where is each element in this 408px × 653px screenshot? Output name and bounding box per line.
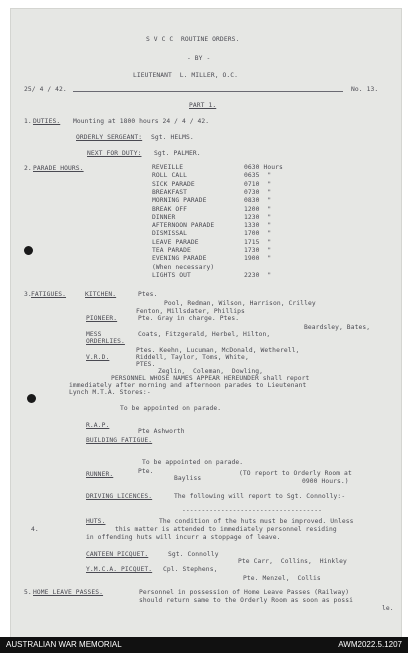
personnel-line-1: PERSONNEL WHOSE NAMES APPEAR HEREUNDER shall report xyxy=(111,375,310,382)
home-leave-line-3: le. xyxy=(382,605,394,612)
ymca-picquet-label: Y.M.C.A. PICQUET. xyxy=(86,566,153,573)
parade-event: AFTERNOON PARADE xyxy=(152,222,215,230)
fatigues-number: 3. xyxy=(24,291,32,298)
parade-event: LIGHTS OUT xyxy=(152,271,191,279)
duties-text: Mounting at 1800 hours 24 / 4 / 42. xyxy=(73,118,210,125)
orderly-sergeant-label: ORDERLY SERGEANT: xyxy=(76,134,143,141)
vrd-label: V.R.D. xyxy=(86,354,110,361)
next-for-duty-label: NEXT FOR DUTY: xyxy=(87,150,142,157)
home-leave-line-1: Personnel in possession of Home Leave Passes (Railway) xyxy=(139,589,350,596)
orders-date: 25/ 4 / 42. xyxy=(24,86,67,93)
home-leave-heading: HOME LEAVE PASSES. xyxy=(33,589,104,596)
canteen-picquet-text-2: Pte Carr, Collins, Hinkley xyxy=(238,558,347,565)
parade-event: BREAKFAST xyxy=(152,188,188,196)
runner-label: RUNNER. xyxy=(86,471,114,478)
officer-name: LIEUTENANT L. MILLER, O.C. xyxy=(133,72,239,79)
parade-event: LEAVE PARADE xyxy=(152,238,199,246)
canteen-picquet-label: CANTEEN PICQUET. xyxy=(86,551,149,558)
vrd-line-3: PTES. xyxy=(136,361,156,368)
huts-line-1: The condition of the huts must be improved. Unless xyxy=(159,518,354,525)
part-heading: PART 1. xyxy=(189,102,217,109)
parade-event: MORNING PARADE xyxy=(152,197,207,205)
personnel-line-3: Lynch M.T.A. Stores:- xyxy=(69,389,151,396)
pioneer-line-1: Pte. Gray in charge. Ptes. xyxy=(138,315,240,322)
huts-heading: HUTS. xyxy=(86,518,106,525)
pioneer-label: PIONEER. xyxy=(86,315,118,322)
parade-event: DISMISSAL xyxy=(152,230,188,238)
home-leave-number: 5. xyxy=(24,589,32,596)
parade-time: 0630 Hours xyxy=(244,164,283,171)
parade-time: 1330 " xyxy=(244,222,272,230)
kitchen-line-2: Pool, Redman, Wilson, Harrison, Crilley xyxy=(164,300,316,307)
parade-time: 1230 " xyxy=(244,213,272,221)
duties-heading: DUTIES. xyxy=(33,118,61,125)
orders-number: No. 13. xyxy=(351,86,379,93)
parade-time: 0710 " xyxy=(244,180,272,188)
duties-number: 1. xyxy=(24,118,32,125)
orderly-sergeant-value: Sgt. HELMS. xyxy=(151,134,194,141)
mess-text: Coats, Fitzgerald, Herbel, Hilton, xyxy=(138,331,271,338)
kitchen-line-1: Ptes. xyxy=(138,291,158,298)
mess-label: MESS xyxy=(86,331,102,338)
punch-hole-top xyxy=(24,246,33,255)
vrd-line-2: Riddell, Taylor, Toms, White, xyxy=(136,354,249,361)
orders-by: - BY - xyxy=(187,55,211,62)
ymca-picquet-text-2: Pte. Menzel, Collis xyxy=(243,575,321,582)
parade-time: 0730 " xyxy=(244,188,272,196)
archive-footer xyxy=(0,637,408,653)
parade-event: REVEILLE xyxy=(152,164,184,171)
parade-event: TEA PARADE xyxy=(152,247,191,254)
fatigues-heading: FATIGUES. xyxy=(31,291,67,298)
parade-time: 1200 " xyxy=(244,205,272,213)
building-fatigue-label: BUILDING FATIGUE. xyxy=(86,437,153,444)
runner-name: Bayliss xyxy=(174,475,202,482)
appointed-note-1: To be appointed on parade. xyxy=(120,405,222,412)
next-for-duty-value: Sgt. PALMER. xyxy=(154,150,201,157)
parade-time: 0830 " xyxy=(244,197,272,205)
huts-number: 4. xyxy=(31,526,39,533)
huts-line-2: this matter is attended to immediately personnel residing xyxy=(115,526,337,533)
parade-heading: PARADE HOURS. xyxy=(33,165,84,172)
document-page xyxy=(10,8,402,638)
driving-licences-label: DRIVING LICENCES. xyxy=(86,493,153,500)
dash-rule: ------------------------------------ xyxy=(182,507,323,514)
parade-time: 2230 " xyxy=(244,271,272,279)
vrd-line-1: Ptes. Keehn, Lucuman, McDonald, Wetherell, xyxy=(136,347,300,354)
parade-event: DINNER xyxy=(152,213,176,221)
parade-time: 1900 " xyxy=(244,255,272,263)
appointed-note-2: To be appointed on parade. xyxy=(142,459,244,466)
runner-ptes: Pte. xyxy=(138,468,154,475)
rap-text: Pte Ashworth xyxy=(138,428,185,435)
home-leave-line-2: should return same to the Orderly Room as soon as possi xyxy=(139,597,354,604)
parade-time: 0635 " xyxy=(244,172,272,180)
vrd-line-4: Zeglin, Coleman, Dowling, xyxy=(158,368,264,375)
orders-title: S V C C ROUTINE ORDERS. xyxy=(146,36,240,43)
punch-hole-bottom xyxy=(27,394,36,403)
driving-licences-text: The following will report to Sgt. Connolly:- xyxy=(174,493,346,500)
parade-event: ROLL CALL xyxy=(152,172,188,180)
ymca-picquet-text-1: Cpl. Stephens, xyxy=(163,566,218,573)
personnel-line-2: immediately after morning and afternoon parades to Lieutenant xyxy=(69,382,307,389)
archive-name: AUSTRALIAN WAR MEMORIAL xyxy=(6,640,122,649)
parade-event: (When necessary) xyxy=(152,263,215,271)
parade-time: 1700 " xyxy=(244,230,272,238)
runner-report-1: (TO report to Orderly Room at xyxy=(239,470,352,477)
rap-label: R.A.P. xyxy=(86,422,110,429)
parade-event: BREAK OFF xyxy=(152,205,188,213)
header-rule xyxy=(73,91,343,92)
kitchen-label: KITCHEN. xyxy=(85,291,117,298)
parade-time: 1715 " xyxy=(244,238,272,246)
parade-event: EVENING PARADE xyxy=(152,255,207,263)
parade-number: 2. xyxy=(24,165,32,172)
canteen-picquet-text-1: Sgt. Connolly xyxy=(168,551,219,558)
huts-line-3: in offending huts will incurr a stoppage of leave. xyxy=(86,534,281,541)
archive-reference: AWM2022.5.1207 xyxy=(338,640,402,649)
kitchen-line-3: Fenton, Millsdater, Phillips xyxy=(136,308,245,315)
runner-report-2: 0900 Hours.) xyxy=(302,478,349,485)
parade-event: SICK PARADE xyxy=(152,180,195,188)
mess-label-2: ORDERLIES. xyxy=(86,338,125,345)
pioneer-line-2: Beardsley, Bates, xyxy=(304,324,371,331)
parade-time: 1730 " xyxy=(244,247,272,254)
